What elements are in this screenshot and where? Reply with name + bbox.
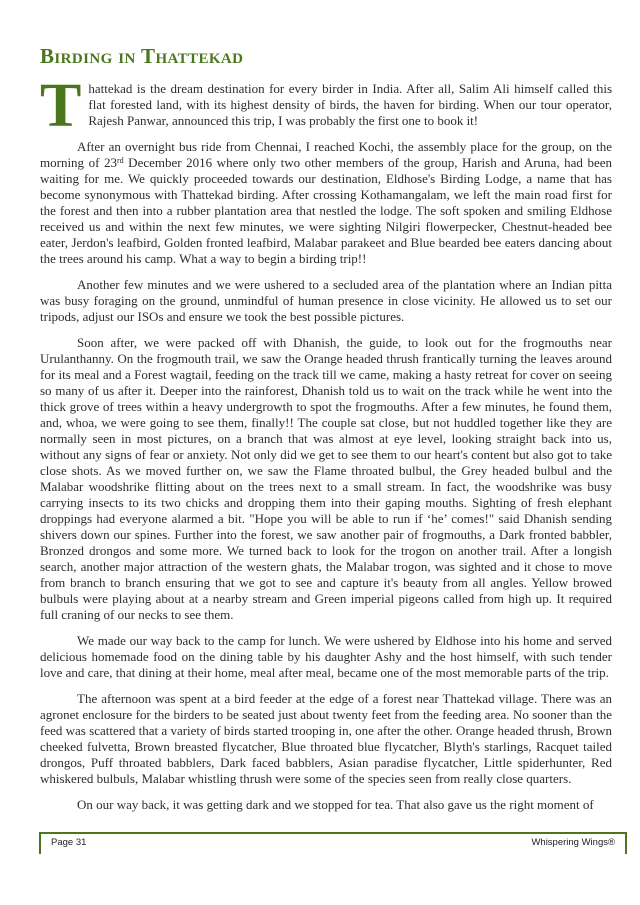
drop-cap: T — [40, 72, 82, 140]
article-paragraph: Soon after, we were packed off with Dhanish, the guide, to look out for the frogmouths near Urulanthanny. On the frogmouth trail, we saw the Orange headed thrush frantically turning the leaves around for its meal and a Forest wagtail, feeding on the track till we came, making a hasty retreat for cover on seeing so many of us after it. Deeper into the rainforest, Dhanish told us to wait on the track while he went into the thick grove of trees within a heavy undergrowth to spot the frogmouths. After a few minutes, he found them, and, whoa, we were going to see them, finally!! The couple sat close, but not huddled together like they are normally seen in most pictures, on a branch that was almost at eye level, looking straight back into us, without any signs of fear or anxiety. Not only did we get to see them to our heart's content but also got to take close shots. As we moved further on, we saw the Flame throated bulbul, the Grey headed bulbul and the Malabar woodshrike flitting about on the trees next to a small stream. In fact, the woodshrike was busy carrying insects to its two chicks and dropping them into their gaping mouths. Sighting of fresh elephant droppings had everyone alarmed a bit. "Hope you will be able to run if ‘he’ comes!" said Dhanish sending shivers down our spines. Further into the forest, we saw another pair of frogmouths, a Dark fronted babbler, Bronzed drongos and some more. We turned back to look for the trogon on another trail. After a longish search, another major attraction of the western ghats, the Malabar trogon, was sighted and it chose to move from branch to branch ensuring that we got to see and capture it's beauty from all angles. Yellow browed bulbuls were playing about at a nearby stream and Green imperial pigeons called from high up. It required full craning of our necks to see them. — [40, 335, 612, 622]
article-paragraph — [40, 139, 612, 267]
footer-brand: Whispering Wings® — [531, 837, 615, 848]
article-paragraph: On our way back, it was getting dark and we stopped for tea. That also gave us the right moment of — [77, 797, 594, 812]
paragraph-text: After an overnight bus ride from Chennai, I reached Kochi, the assembly place for the group, on the morning of 23 — [40, 139, 612, 170]
page-footer — [39, 832, 627, 854]
paragraph-text: hattekad is the dream destination for every birder in India. After all, Salim Ali himself called this flat forested land, with its highest density of birds, the haven for birding. When our tour operator, Rajesh Panwar, announced this trip, I was probably the first one to book it! — [88, 81, 612, 128]
footer-page-number: Page 31 — [51, 837, 87, 848]
article-paragraph — [40, 72, 612, 140]
paragraph-text: December 2016 where only two other members of the group, Harish and Aruna, had been waiting for me. We quickly proceeded towards our destination, Eldhose's Birding Lodge, a name that has become synonymous with Thattekad birding. After crossing Kothamangalam, we left the main road first for the forest and then into a rubber plantation area that nestled the lodge. The soft spoken and smiling Eldhose received us and within the next few minutes, we were sighting Nilgiri flowerpecker, Chestnut-headed bee eater, Jerdon's leafbird, Golden fronted leafbird, Malabar parakeet and Blue bearded bee eaters dancing about the trees around his camp. What a way to begin a birding trip!! — [40, 155, 612, 266]
article-paragraph: The afternoon was spent at a bird feeder at the edge of a forest near Thattekad village. There was an agronet enclosure for the birders to be seated just about twenty feet from the feeding area. No sooner than the feed was scattered that a variety of birds started trooping in, one after the other. Orange headed thrush, Brown cheeked fulvetta, Brown breasted flycatcher, Blue throated blue flycatcher, Blyth's starlings, Racquet tailed drongos, Puff throated babblers, Dark faced babblers, Asian paradise flycatcher, Little spiderhunter, Red whiskered bulbuls, Malabar whistling thrush were some of the species seen from really close quarters. — [40, 691, 612, 786]
article-paragraph: We made our way back to the camp for lunch. We were ushered by Eldhose into his home and served delicious homemade food on the dining table by his daughter Ashy and the host himself, with such tender love and care, that dining at their home, meal after meal, became one of the most memorable parts of the trip. — [40, 633, 612, 680]
article-body — [40, 44, 612, 813]
article-title: Birding in Thattekad — [40, 44, 244, 68]
article-paragraph: Another few minutes and we were ushered to a secluded area of the plantation where an Indian pitta was busy foraging on the ground, unmindful of human presence in close vicinity. He allowed us to set our tripods, adjust our ISOs and ensure we took the best possible pictures. — [40, 277, 612, 324]
ordinal-superscript: rd — [116, 156, 124, 165]
